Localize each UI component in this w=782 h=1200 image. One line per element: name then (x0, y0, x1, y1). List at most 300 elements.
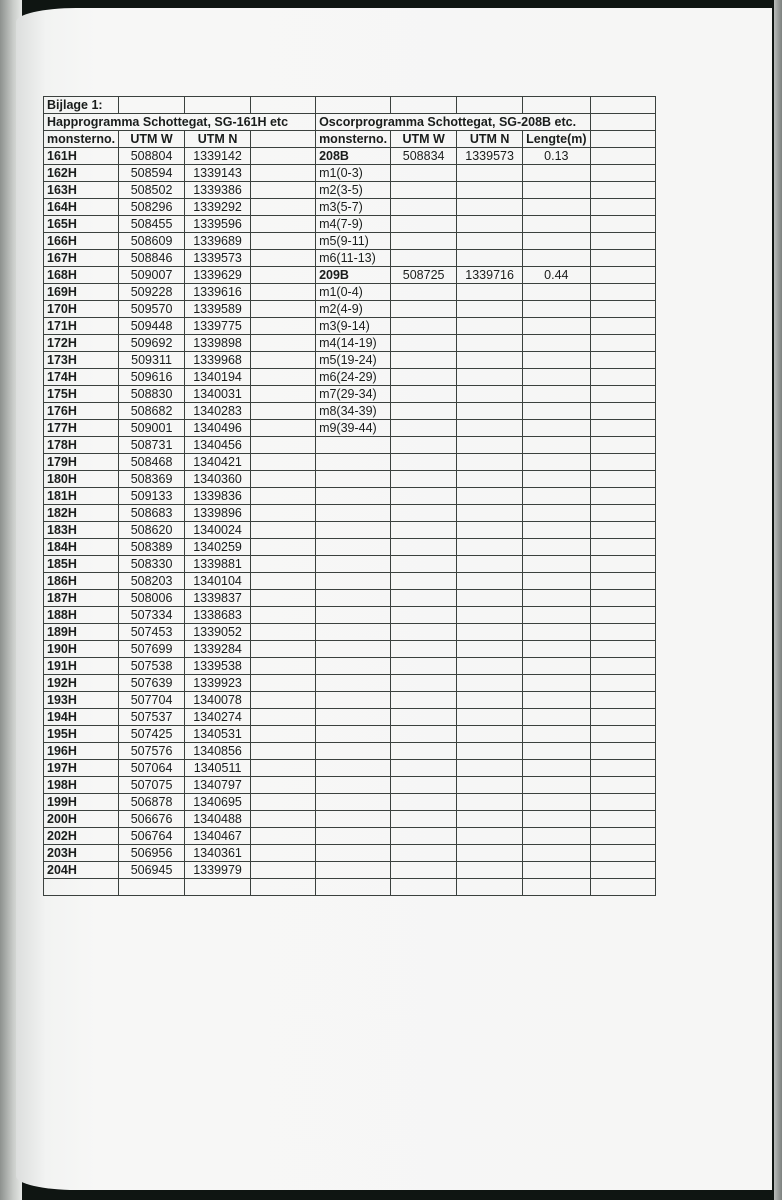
core-lengte (523, 318, 590, 335)
empty-cell (590, 862, 655, 879)
utm-w: 507576 (119, 743, 185, 760)
core-utm-n (457, 505, 523, 522)
core-utm-w (391, 386, 457, 403)
core-sample-id (316, 505, 391, 522)
sample-id: 175H (44, 386, 119, 403)
core-sample-id: m5(19-24) (316, 352, 391, 369)
sample-id: 176H (44, 403, 119, 420)
sample-id: 203H (44, 845, 119, 862)
core-lengte (523, 437, 590, 454)
core-utm-n: 1339573 (457, 148, 523, 165)
core-sample-id (316, 845, 391, 862)
table-row (44, 165, 656, 182)
core-sample-id (316, 539, 391, 556)
empty-cell (251, 641, 316, 658)
utm-w: 508389 (119, 539, 185, 556)
empty-cell (590, 845, 655, 862)
core-utm-n (457, 522, 523, 539)
core-lengte (523, 641, 590, 658)
empty-cell (251, 488, 316, 505)
table-row (44, 556, 656, 573)
utm-n: 1340274 (185, 709, 251, 726)
table-row (44, 488, 656, 505)
core-utm-n (457, 573, 523, 590)
sample-id: 199H (44, 794, 119, 811)
utm-w: 506945 (119, 862, 185, 879)
empty-cell (251, 658, 316, 675)
core-utm-n (457, 318, 523, 335)
empty-cell (251, 454, 316, 471)
empty-cell (590, 148, 655, 165)
utm-w: 508830 (119, 386, 185, 403)
core-lengte (523, 165, 590, 182)
core-lengte (523, 658, 590, 675)
core-lengte (523, 624, 590, 641)
core-lengte (523, 250, 590, 267)
core-lengte (523, 675, 590, 692)
utm-n: 1340511 (185, 760, 251, 777)
empty-cell (590, 828, 655, 845)
core-utm-w (391, 471, 457, 488)
core-utm-w (391, 828, 457, 845)
core-lengte (523, 182, 590, 199)
utm-n: 1340024 (185, 522, 251, 539)
core-utm-w (391, 369, 457, 386)
table-row (44, 879, 656, 896)
core-sample-id: m2(4-9) (316, 301, 391, 318)
core-utm-n (457, 556, 523, 573)
core-utm-n (457, 692, 523, 709)
core-utm-w (391, 726, 457, 743)
table-row (44, 692, 656, 709)
header-utm-w-right: UTM W (391, 131, 457, 148)
utm-w: 508804 (119, 148, 185, 165)
core-utm-n (457, 641, 523, 658)
table-row (44, 539, 656, 556)
empty-cell (251, 403, 316, 420)
empty-cell (251, 556, 316, 573)
empty-cell (590, 522, 655, 539)
empty-cell (590, 539, 655, 556)
core-sample-id (316, 828, 391, 845)
core-lengte (523, 692, 590, 709)
core-utm-w (391, 403, 457, 420)
utm-w: 507639 (119, 675, 185, 692)
core-lengte (523, 726, 590, 743)
utm-n: 1340797 (185, 777, 251, 794)
utm-w: 507699 (119, 641, 185, 658)
core-utm-w (391, 862, 457, 879)
core-utm-n (457, 743, 523, 760)
sample-id: 169H (44, 284, 119, 301)
table-row (44, 862, 656, 879)
core-utm-w (391, 352, 457, 369)
core-sample-id: m1(0-3) (316, 165, 391, 182)
header-monsterno: monsterno. (44, 131, 119, 148)
sample-id: 166H (44, 233, 119, 250)
utm-w: 509692 (119, 335, 185, 352)
core-utm-w (391, 709, 457, 726)
core-sample-id (316, 471, 391, 488)
table-row (44, 794, 656, 811)
sample-id: 204H (44, 862, 119, 879)
core-lengte (523, 777, 590, 794)
core-utm-w (391, 777, 457, 794)
utm-w: 509133 (119, 488, 185, 505)
utm-n: 1339292 (185, 199, 251, 216)
utm-n: 1340456 (185, 437, 251, 454)
header-lengte: Lengte(m) (523, 131, 590, 148)
core-utm-w (391, 199, 457, 216)
utm-n: 1340078 (185, 692, 251, 709)
table-row (44, 607, 656, 624)
empty-cell (251, 301, 316, 318)
utm-w: 508468 (119, 454, 185, 471)
utm-w: 507425 (119, 726, 185, 743)
right-page-edge (774, 0, 782, 1200)
sample-id (44, 879, 119, 896)
empty-cell (251, 250, 316, 267)
table-row (44, 641, 656, 658)
core-sample-id (316, 879, 391, 896)
left-section-title: Happrogramma Schottegat, SG-161H etc (44, 114, 316, 131)
sample-id: 192H (44, 675, 119, 692)
annex-row (44, 97, 656, 114)
sample-id: 202H (44, 828, 119, 845)
empty-cell (251, 267, 316, 284)
utm-w: 508455 (119, 216, 185, 233)
sample-id: 191H (44, 658, 119, 675)
core-utm-w (391, 488, 457, 505)
sample-id: 190H (44, 641, 119, 658)
table-row (44, 811, 656, 828)
core-sample-id: m5(9-11) (316, 233, 391, 250)
sample-id: 174H (44, 369, 119, 386)
empty-cell (590, 335, 655, 352)
core-lengte (523, 471, 590, 488)
sample-table (43, 96, 656, 896)
empty-cell (590, 437, 655, 454)
empty-cell (251, 216, 316, 233)
table-row (44, 420, 656, 437)
core-utm-w (391, 811, 457, 828)
core-sample-id (316, 607, 391, 624)
core-lengte (523, 590, 590, 607)
sample-id: 168H (44, 267, 119, 284)
empty-cell (590, 216, 655, 233)
core-utm-w (391, 505, 457, 522)
utm-n: 1339142 (185, 148, 251, 165)
utm-w: 507064 (119, 760, 185, 777)
utm-n: 1338683 (185, 607, 251, 624)
sample-id: 180H (44, 471, 119, 488)
core-sample-id: m8(34-39) (316, 403, 391, 420)
core-utm-w (391, 590, 457, 607)
empty-cell (590, 811, 655, 828)
utm-n: 1339979 (185, 862, 251, 879)
core-utm-n (457, 845, 523, 862)
core-utm-n (457, 658, 523, 675)
core-sample-id: m3(5-7) (316, 199, 391, 216)
empty-cell (251, 420, 316, 437)
core-lengte (523, 709, 590, 726)
empty-cell (251, 505, 316, 522)
sample-id: 179H (44, 454, 119, 471)
core-utm-w: 508834 (391, 148, 457, 165)
empty-cell (590, 420, 655, 437)
core-lengte (523, 879, 590, 896)
sample-id: 181H (44, 488, 119, 505)
empty-cell (590, 709, 655, 726)
core-lengte (523, 573, 590, 590)
table-row (44, 658, 656, 675)
core-utm-n (457, 539, 523, 556)
empty-cell (590, 182, 655, 199)
utm-n: 1339629 (185, 267, 251, 284)
table-row (44, 148, 656, 165)
core-sample-id: m2(3-5) (316, 182, 391, 199)
core-sample-id: m6(24-29) (316, 369, 391, 386)
utm-n: 1340856 (185, 743, 251, 760)
empty-cell (251, 352, 316, 369)
core-utm-w (391, 437, 457, 454)
empty-cell (590, 250, 655, 267)
core-lengte (523, 284, 590, 301)
table-row (44, 709, 656, 726)
table-body (44, 97, 656, 896)
empty-cell (590, 556, 655, 573)
core-lengte (523, 335, 590, 352)
core-utm-n (457, 352, 523, 369)
empty-cell (590, 318, 655, 335)
utm-w: 509570 (119, 301, 185, 318)
core-utm-n (457, 879, 523, 896)
table-row (44, 760, 656, 777)
sample-id: 177H (44, 420, 119, 437)
core-sample-id (316, 590, 391, 607)
empty-cell (590, 726, 655, 743)
core-lengte (523, 811, 590, 828)
empty-cell (251, 743, 316, 760)
core-utm-w (391, 675, 457, 692)
core-utm-w (391, 760, 457, 777)
core-sample-id (316, 726, 391, 743)
core-sample-id (316, 794, 391, 811)
utm-w: 506956 (119, 845, 185, 862)
utm-n: 1339573 (185, 250, 251, 267)
utm-n: 1339052 (185, 624, 251, 641)
core-utm-w (391, 879, 457, 896)
core-lengte (523, 386, 590, 403)
empty-cell (251, 811, 316, 828)
right-section-title: Oscorprogramma Schottegat, SG-208B etc. (316, 114, 591, 131)
utm-w: 507704 (119, 692, 185, 709)
core-sample-id: m3(9-14) (316, 318, 391, 335)
utm-n: 1340467 (185, 828, 251, 845)
core-utm-w (391, 658, 457, 675)
utm-n: 1339589 (185, 301, 251, 318)
core-utm-n (457, 590, 523, 607)
core-utm-n (457, 386, 523, 403)
utm-n: 1340695 (185, 794, 251, 811)
utm-n: 1340361 (185, 845, 251, 862)
core-lengte (523, 403, 590, 420)
utm-w: 508594 (119, 165, 185, 182)
core-lengte (523, 233, 590, 250)
core-utm-w (391, 233, 457, 250)
core-sample-id (316, 437, 391, 454)
core-sample-id: m1(0-4) (316, 284, 391, 301)
empty-cell (590, 624, 655, 641)
core-utm-n (457, 726, 523, 743)
empty-cell (251, 437, 316, 454)
core-utm-w (391, 692, 457, 709)
utm-n: 1339284 (185, 641, 251, 658)
sample-id: 186H (44, 573, 119, 590)
utm-n: 1340259 (185, 539, 251, 556)
empty-cell (590, 454, 655, 471)
table-row (44, 522, 656, 539)
sample-id: 196H (44, 743, 119, 760)
empty-cell (590, 505, 655, 522)
empty-cell (251, 777, 316, 794)
empty-cell (590, 641, 655, 658)
core-utm-n (457, 862, 523, 879)
empty-cell (251, 522, 316, 539)
empty-cell (590, 267, 655, 284)
utm-w: 507334 (119, 607, 185, 624)
core-sample-id (316, 743, 391, 760)
table-row (44, 318, 656, 335)
core-utm-w (391, 556, 457, 573)
utm-n: 1339689 (185, 233, 251, 250)
utm-n: 1340488 (185, 811, 251, 828)
table-row (44, 284, 656, 301)
utm-w: 508682 (119, 403, 185, 420)
core-utm-w (391, 743, 457, 760)
table-row (44, 386, 656, 403)
sample-id: 193H (44, 692, 119, 709)
empty-cell (251, 692, 316, 709)
empty-cell (590, 743, 655, 760)
sample-id: 171H (44, 318, 119, 335)
empty-cell (251, 709, 316, 726)
utm-w: 508006 (119, 590, 185, 607)
sample-id: 195H (44, 726, 119, 743)
core-utm-n (457, 216, 523, 233)
core-utm-n (457, 165, 523, 182)
utm-w: 509228 (119, 284, 185, 301)
table-row (44, 743, 656, 760)
core-utm-n (457, 420, 523, 437)
core-sample-id (316, 658, 391, 675)
core-sample-id: m4(7-9) (316, 216, 391, 233)
core-sample-id: m7(29-34) (316, 386, 391, 403)
empty-cell (251, 539, 316, 556)
core-sample-id (316, 675, 391, 692)
core-utm-n (457, 794, 523, 811)
core-sample-id (316, 811, 391, 828)
core-lengte (523, 828, 590, 845)
utm-n: 1339386 (185, 182, 251, 199)
core-utm-w (391, 573, 457, 590)
empty-cell (251, 590, 316, 607)
core-lengte (523, 301, 590, 318)
core-utm-n (457, 335, 523, 352)
table-row (44, 845, 656, 862)
sample-id: 187H (44, 590, 119, 607)
empty-cell (251, 573, 316, 590)
core-utm-n (457, 675, 523, 692)
table-row (44, 590, 656, 607)
core-lengte (523, 539, 590, 556)
header-monsterno-right: monsterno. (316, 131, 391, 148)
core-utm-n (457, 199, 523, 216)
core-lengte (523, 522, 590, 539)
core-lengte (523, 845, 590, 862)
core-sample-id: m6(11-13) (316, 250, 391, 267)
sample-id: 188H (44, 607, 119, 624)
core-utm-w (391, 845, 457, 862)
core-utm-w (391, 250, 457, 267)
empty-cell (590, 777, 655, 794)
empty-cell (251, 369, 316, 386)
sample-id: 162H (44, 165, 119, 182)
empty-cell (251, 199, 316, 216)
empty-cell (251, 726, 316, 743)
utm-n: 1340031 (185, 386, 251, 403)
core-utm-n (457, 437, 523, 454)
utm-n: 1339881 (185, 556, 251, 573)
empty-cell (251, 335, 316, 352)
core-utm-w (391, 641, 457, 658)
utm-w: 509311 (119, 352, 185, 369)
core-utm-n (457, 250, 523, 267)
core-sample-id (316, 641, 391, 658)
utm-n: 1340104 (185, 573, 251, 590)
empty-cell (251, 845, 316, 862)
sample-id: 185H (44, 556, 119, 573)
table-row (44, 335, 656, 352)
utm-w: 506878 (119, 794, 185, 811)
core-lengte (523, 556, 590, 573)
utm-n: 1339923 (185, 675, 251, 692)
utm-w: 508369 (119, 471, 185, 488)
core-sample-id (316, 522, 391, 539)
table-row (44, 828, 656, 845)
core-utm-n (457, 369, 523, 386)
empty-cell (251, 624, 316, 641)
empty-cell (590, 369, 655, 386)
table-row (44, 182, 656, 199)
table-row (44, 250, 656, 267)
core-lengte (523, 488, 590, 505)
header-utm-w: UTM W (119, 131, 185, 148)
table-row (44, 454, 656, 471)
core-utm-w (391, 794, 457, 811)
sample-id: 163H (44, 182, 119, 199)
table-row (44, 352, 656, 369)
core-utm-n (457, 471, 523, 488)
core-lengte (523, 199, 590, 216)
utm-w: 507453 (119, 624, 185, 641)
utm-n: 1339775 (185, 318, 251, 335)
utm-w: 506764 (119, 828, 185, 845)
table-row (44, 675, 656, 692)
sample-id: 165H (44, 216, 119, 233)
sample-id: 182H (44, 505, 119, 522)
table-row (44, 437, 656, 454)
